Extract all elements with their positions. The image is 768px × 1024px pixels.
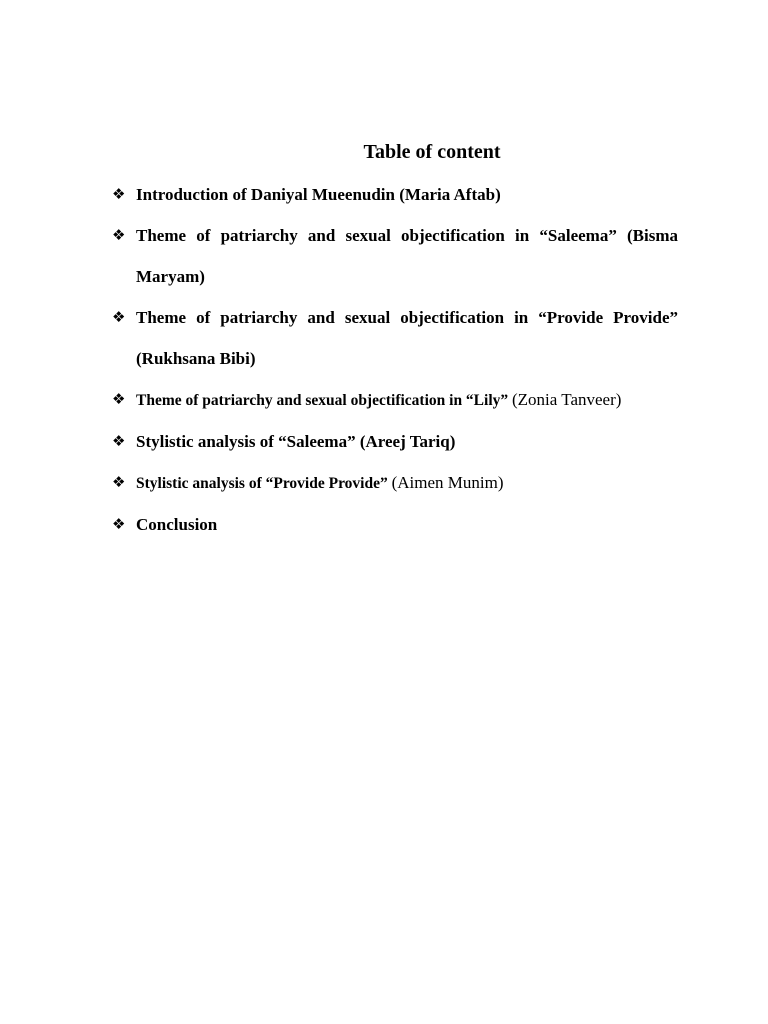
toc-item-text: Conclusion: [136, 515, 218, 534]
bullet-icon: ❖: [112, 473, 126, 491]
toc-item-lily-theme: [112, 379, 678, 421]
toc-item-text: [136, 379, 678, 421]
toc-item-saleema-theme: [112, 215, 678, 297]
bullet-icon: ❖: [112, 308, 126, 326]
toc-item-text-continued: (Rukhsana Bibi): [136, 349, 256, 368]
page-title: Table of content: [363, 141, 501, 163]
bullet-icon: ❖: [112, 390, 126, 408]
toc-item-introduction: [112, 174, 678, 215]
bullet-icon: ❖: [112, 226, 126, 244]
toc-item-saleema-stylistic: [112, 421, 678, 462]
toc-item-main-text: Theme of patriarchy and sexual objectification in “Lily”: [136, 392, 513, 409]
toc-item-author: (Aimen Munim): [391, 473, 504, 492]
toc-item-main-text: Stylistic analysis of “Provide Provide”: [136, 475, 392, 492]
toc-item-text: Theme of patriarchy and sexual objectification in “Saleema” (Bisma: [136, 226, 678, 245]
toc-item-conclusion: [112, 504, 678, 545]
toc-item-author: (Zonia Tanveer): [512, 390, 622, 409]
bullet-icon: ❖: [112, 432, 126, 450]
toc-item-text: Introduction of Daniyal Mueenudin (Maria Aftab): [136, 185, 501, 204]
bullet-icon: ❖: [112, 515, 126, 533]
toc-item-text: Stylistic analysis of “Saleema” (Areej Tariq): [136, 432, 456, 451]
toc-item-text: Theme of patriarchy and sexual objectification in “Provide Provide”: [136, 308, 678, 327]
toc-item-provide-stylistic: [112, 462, 678, 504]
table-of-contents: [112, 174, 678, 545]
toc-item-text: [136, 462, 678, 504]
toc-item-provide-theme: [112, 297, 678, 379]
toc-item-text-continued: Maryam): [136, 267, 205, 286]
bullet-icon: ❖: [112, 185, 126, 203]
